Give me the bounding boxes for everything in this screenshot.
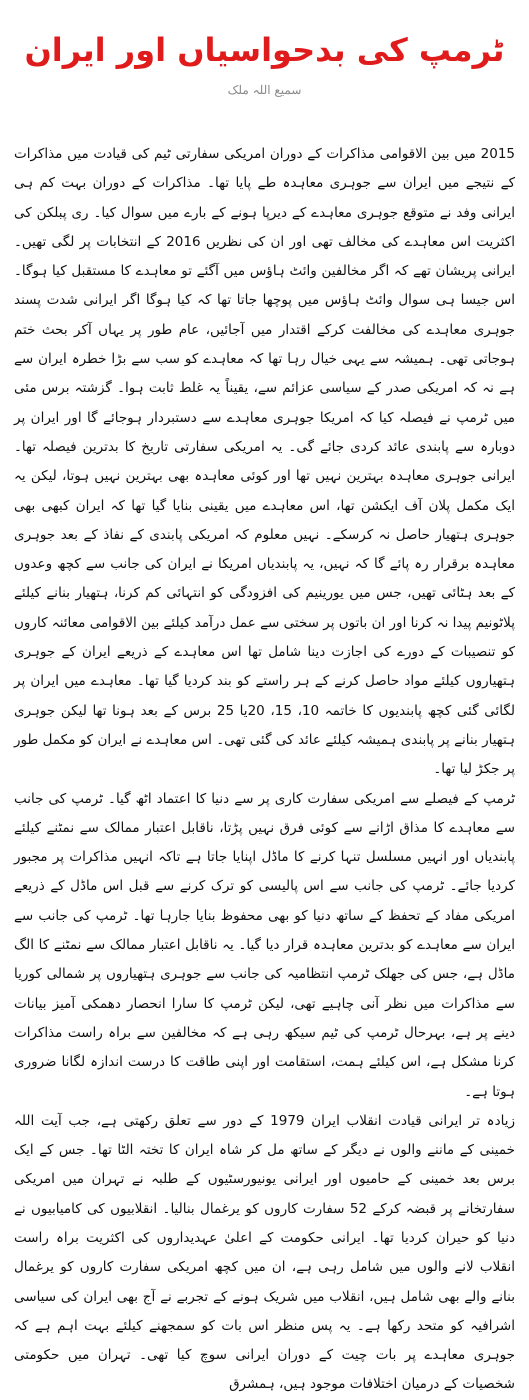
article-paragraph: ٹرمپ کے فیصلے سے امریکی سفارت کاری پر سے دنیا کا اعتماد اٹھ گیا۔ ٹرمپ کی جانب سے معاہدے کا مذاق اڑانے سے کوئی فرق نہیں پڑتا، ناقابل اعتبار ممالک سے نمٹنے کیلئے پابندیاں اور انہیں مسلسل تنہا کرنے کا ماڈل اپنایا جاتا ہے تاکہ انہیں مذاکرات پر مجبور کردیا جائے۔ ٹرمپ کی جانب سے اس پالیسی کو ترک کرنے سے قبل اس ماڈل کے ذریعے امریکی مفاد کے تحفظ کے ساتھ دنیا کو بھی محفوظ بنایا جارہا تھا۔ ٹرمپ کی جانب سے ایران سے معاہدے کو بدترین معاہدہ قرار دیا گیا۔ یہ ناقابل اعتبار ممالک سے نمٹنے کا الگ ماڈل ہے، جس کی جھلک ٹرمپ انتظامیہ کی جانب سے جوہری ہتھیاروں پر شمالی کوریا سے مذاکرات میں نظر آنی چاہیے تھی، لیکن ٹرمپ کا سارا انحصار دھمکی آمیز بیانات دینے پر ہے، بہرحال ٹرمپ کی ٹیم سیکھ رہی ہے کہ مخالفین سے براہ راست مذاکرات کرنا مشکل ہے، اس کیلئے ہمت، استقامت اور اپنی طاقت کا درست اندازہ لگانا ضروری ہوتا ہے۔ — [14, 790, 515, 1100]
article-paragraph: زیادہ تر ایرانی قیادت انقلاب ایران 1979 کے دور سے تعلق رکھتی ہے، جب آیت اللہ خمینی کے ماننے والوں نے دیگر کے ساتھ مل کر شاہ ایران کا تختہ الٹا تھا۔ جس کے ایک برس بعد خمینی کے حامیوں اور ایرانی یونیورسٹیوں کے طلبہ نے تہران میں امریکی سفارتخانے پر قبضہ کرکے 52 سفارت کاروں کو یرغمال بنالیا۔ انقلابیوں کی کامیابیوں نے دنیا کو حیران کردیا تھا۔ ایرانی حکومت کے اعلیٰ عہدیداروں کی اکثریت براہ راست انقلاب لانے والوں میں شامل رہی ہے، ان میں کچھ امریکی سفارت کاروں کو یرغمال بنانے والے بھی شامل ہیں، انقلاب میں شریک ہونے کے تجربے نے آج بھی ایران کی سیاسی اشرافیہ کو متحد رکھا ہے۔ یہ پس منظر اس بات کو سمجھنے کیلئے بہت اہم ہے کہ جوہری معاہدے پر بات چیت کے دوران ایرانی سوچ کیا تھی۔ تہران میں حکومتی شخصیات کے درمیان اختلافات موجود ہیں، ہمشرق — [14, 1112, 515, 1393]
author-byline: سمیع اللہ ملک — [227, 83, 302, 97]
article-paragraph: 2015 میں بین الاقوامی مذاکرات کے دوران امریکی سفارتی ٹیم کی قیادت میں مذاکرات کے نتیجے میں ایران سے جوہری معاہدہ طے پایا تھا۔ مذاکرات کے دوران بہت کم ہی ایرانی وفد نے متوقع جوہری معاہدے کے دیرپا ہونے کے بارے میں سوال کیا۔ ری پبلکن کی اکثریت اس معاہدے کی مخالف تھی اور ان کی نظریں 2016 کے انتخابات پر لگی تھیں۔ ایرانی پریشان تھے کہ اگر مخالفین وائٹ ہاؤس میں آگئے تو معاہدے کا مستقبل کیا ہوگا۔ اس جیسا ہی سوال وائٹ ہاؤس میں پوچھا جاتا تھا کہ کیا ہوگا اگر ایرانی شدت پسند جوہری معاہدے کی مخالفت کرکے اقتدار میں آجائیں، عام طور پر یہاں آکر بحث ختم ہوجاتی تھی۔ ہمیشہ سے یہی خیال رہا تھا کہ معاہدے کو سب سے بڑا خطرہ ایران سے ہے نہ کہ امریکی صدر کے سیاسی عزائم سے، یقیناً یہ غلط ثابت ہوا۔ گزشتہ برس مئی میں ٹرمپ نے فیصلہ کیا کہ امریکا جوہری معاہدے سے دستبردار ہوجائے گا اور ایران پر دوبارہ سے پابندی عائد کردی جائے گی۔ یہ امریکی سفارتی تاریخ کا بدترین فیصلہ تھا۔ ایرانی جوہری معاہدہ بہترین نہیں تھا اور کوئی معاہدہ بھی بہترین نہیں ہوتا، لیکن یہ ایک مکمل پلان آف ایکشن تھا، اس معاہدے میں یقینی بنایا گیا تھا کہ ایران کبھی بھی جوہری ہتھیار حاصل نہ کرسکے۔ نہیں معلوم کہ امریکی پابندی کے نفاذ کے بعد جوہری معاہدہ برقرار رہ پائے گا کہ نہیں، یہ پابندیاں امریکا نے ایران کی جانب سے کچھ وعدوں کے بعد ہٹائی تھیں، جس میں یورینیم کی افزودگی کو انتہائی کم کرنا، ہتھیار بنانے کیلئے پلاٹونیم پیدا نہ کرنا اور ان باتوں پر سختی سے عمل درآمد کیلئے بین الاقوامی معائنہ کاروں کو تنصیبات کے دورے کی اجازت دینا شامل تھا اس معاہدے کے ذریعے ایران کے جوہری ہتھیاروں کیلئے مواد حاصل کرنے کے ہر راستے کو بند کردیا گیا تھا۔ معاہدے میں ایران پر لگائی گئی کچھ پابندیوں کا خاتمہ 10، 15، 20یا 25 برس کے بعد ہونا تھا لیکن جوہری ہتھیار بنانے پر پابندی ہمیشہ کیلئے عائد کی گئی تھی۔ اس معاہدے نے ایران کو مکمل طور پر جکڑ لیا تھا۔ — [14, 146, 515, 778]
article-headline: ٹرمپ کی بدحواسیاں اور ایران — [24, 31, 505, 69]
article-body — [14, 140, 515, 1400]
